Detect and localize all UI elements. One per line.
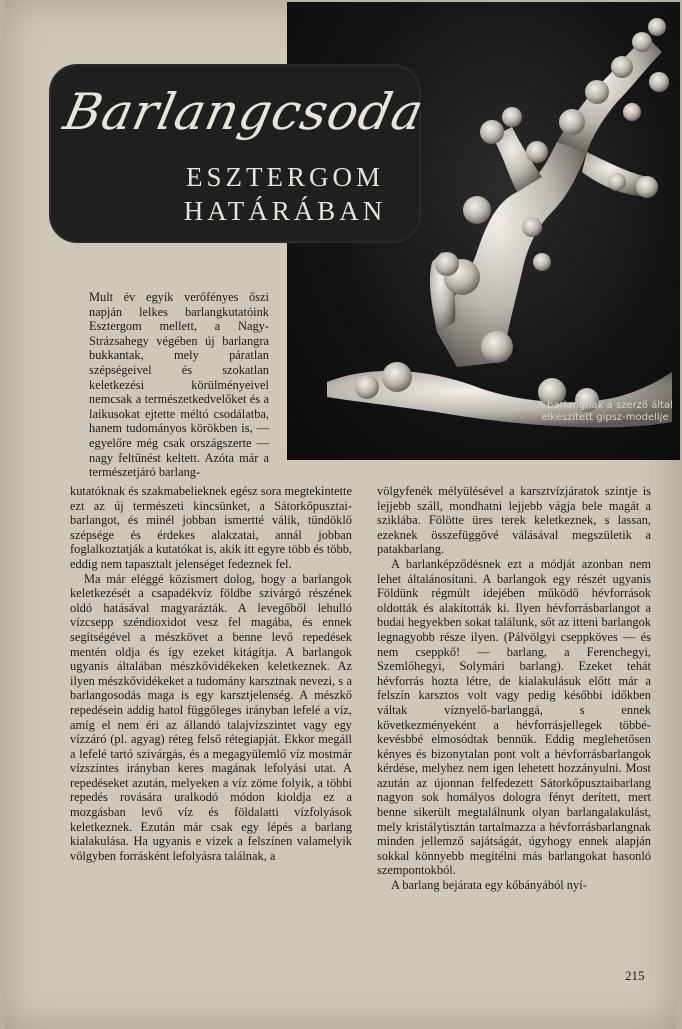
intro-text: Mult év egyik verőfényes őszi napján lelkes barlangkutatóink Esztergom mellett, a Nagy-Strázsahegy végében új barlangra bukkantak, mely páratlan szépségeivel és szokatlan keletkezési körülményeivel nemcsak a természetkedvelőket és a laikusokat ejtette méltó csodálatba, hanem tudományos körökben is, — egyelőre még csak országszerte — nagy feltűnést keltett. Azóta már a természetjáró barlang-	[89, 290, 269, 480]
magazine-page	[5, 0, 676, 1029]
intro-paragraph	[89, 290, 269, 480]
photo-caption: A barlangnak a szerző által elkészített gipsz-modellje	[537, 400, 673, 423]
page-number: 215	[625, 968, 645, 983]
article-title: Barlangcsoda	[58, 83, 430, 141]
right-paragraph-2: A barlanképződésnek ezt a módját azonban nem lehet általánosítani. A barlangok egy részét ugyanis Földünk régmúlt idejében működő hévforrások oldották és alakították ki. Ilyen hévforrásbarlangot a budai hegyekben sokat találunk, sőt az itteni barlangok legnagyobb része ilyen. (Pálvölgyi cseppköves — és nem cseppkő! — barlang, a Ferenchegyi, Szemlőhegyi, Solymári barlang). Ezeket tehát hévforrás hozta létre, de kialakulásuk előtt már a felszín karsztos volt vagy pedig későbbi időkben váltak víznyelő-barlanggá, s ennek következményeként a hévforrásjellegek többé-kevésbbé elmosódtak bennük. Eddig meglehetősen kényes és bizonytalan pont volt a hévforrásbarlangok kérdése, melyhez nem igen lehetett hozzányulni. Most azután az újonnan felfedezett Sátorkőpusztaibarlang nagyon sok homályos dologra fényt derített, mert benne sikerült megtalálnunk olyan barlangalakulást, mely kristálytisztán tartalmazza a hévforrásbarlangnak minden jellemző sajátságát, úgyhogy ennek alapján sokkal könnyebb megítélni más barlangokat hasonló szempontokból.	[377, 556, 651, 878]
article-subtitle-line1: ESZTERGOM	[186, 162, 384, 192]
right-column	[377, 484, 651, 893]
left-column	[70, 484, 352, 863]
right-paragraph-3: A barlang bejárata egy kőbányából nyí-	[391, 878, 587, 893]
right-paragraph-1: völgyfenék mélyülésével a karsztvízjáratok szintje is lejjebb száll, mondhatni lejjebb vágja bele magát a sziklába. Fölötte üres terek keletkeznek, s lassan, ezeknek összefüggővé válásával megszületik a patakbarlang.	[377, 484, 651, 557]
article-subtitle-line2: HATÁRÁBAN	[183, 196, 387, 226]
left-paragraph-2: Ma már eléggé közismert dolog, hogy a barlangok keletkezését a csapadékvíz földbe szivárgó részének oldó hatásával magyarázták. A levegőből lehulló vízcsepp széndioxidot vesz fel magába, és ennek segítségével a mészkövet a benne levő repedések mentén oldja és így ezeket kitágítja. A barlangok ugyanis általában mészkővidékeken keletkeznek. Az ilyen mészkővidékeket a tudomány karsztnak nevezi, s a barlangosodás maga is egy karsztjelenség. A mészkő repedésein addig hatol függőleges irányban lefelé a víz, amíg el nem éri az állandó talajvízszintet vagy egy vízzáró (pl. agyag) réteg felső rétegiapját. Ekkor megáll a lefelé tartó szivárgás, és a megagyülemlő víz mostmár vízszintes irányban keres magának lefolyási utat. A repedéseket azután, melyeken a víz zöme folyik, a többi repedés rovására uralkodó módon kioldja ez a mozgásban levő víz és földalatti vízfolyások keletkeznek. Ezután már csak egy lépés a barlang kialakulása. Ha ugyanis e vizek a felszínen valamelyik völgyben forrásként lefolyásra találnak, a	[70, 571, 352, 863]
left-paragraph-1: kutatóknak és szakmabelieknek egész sora megtekintette ezt az új természeti kincsünket, a Sátorkőpusztai-barlangot, és minél jobban ismertté válik, tündöklő szépsége és érdekes alakzatai, annál jobban foglalkoztatják a kutatókat is, akik itt egyre több és több, eddig nem tapasztalt jelenséget fedeznek fel.	[70, 484, 352, 571]
